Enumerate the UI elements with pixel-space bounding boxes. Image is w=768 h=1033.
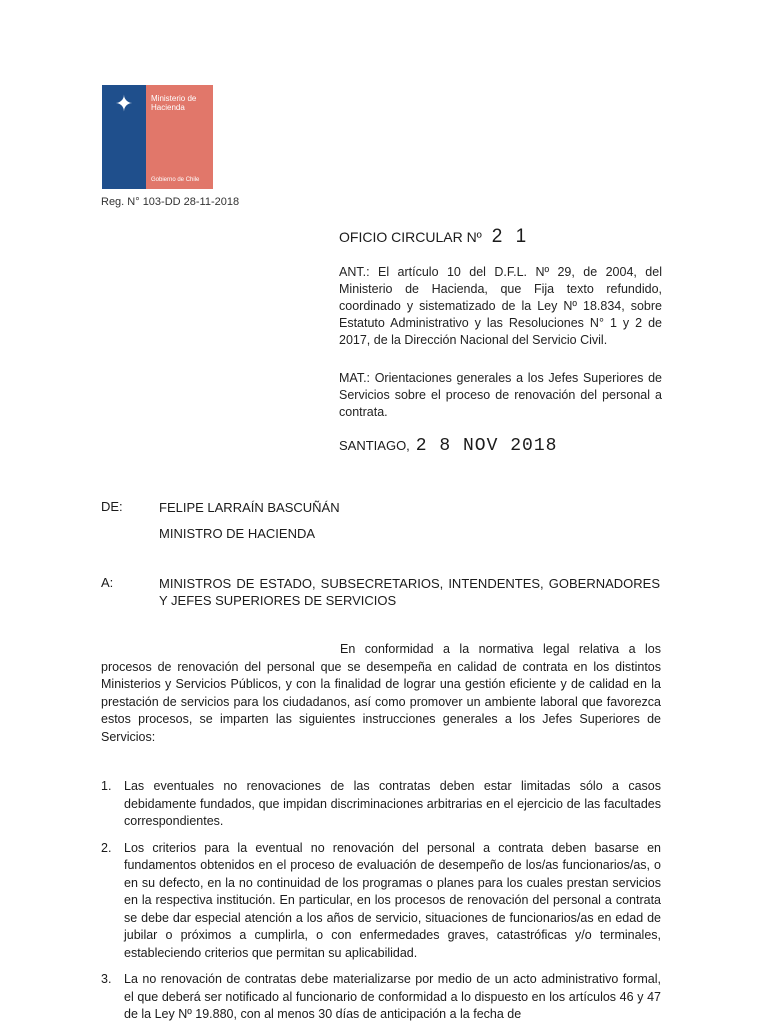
item-number: 3. xyxy=(101,972,112,986)
registration-number: Reg. N° 103-DD 28-11-2018 xyxy=(101,196,240,208)
antecedent-paragraph: ANT.: El artículo 10 del D.F.L. Nº 29, de 2004, del Ministerio de Hacienda, que Fija texto refundido, coordinado y sistematizado de la Ley Nº 18.834, sobre Estatuto Administrativo y las Resoluciones N° 1 y 2 de 2017, de la Dirección Nacional del Servicio Civil. xyxy=(339,265,662,347)
sender-name: FELIPE LARRAÍN BASCUÑÁN xyxy=(159,500,340,515)
instruction-list xyxy=(101,778,661,1033)
logo-ministry-text: Ministerio de Hacienda xyxy=(151,94,197,112)
oficio-label: OFICIO CIRCULAR Nº xyxy=(339,229,482,245)
item-number: 2. xyxy=(101,840,112,855)
oficio-heading xyxy=(339,226,530,248)
list-item xyxy=(101,971,661,1024)
date-stamp: 2 8 NOV 2018 xyxy=(415,436,558,456)
item-text: La no renovación de contratas debe materializarse por medio de un acto administrativo formal, el que deberá ser notificado al funcionario de conformidad a lo dispuesto en los artículos 46 y 47 de la Ley Nº 19.880, con al menos 30 días de anticipación a la fecha de xyxy=(124,972,661,1021)
place-date xyxy=(339,436,557,456)
from-label: DE: xyxy=(101,499,123,514)
list-item xyxy=(101,840,661,963)
intro-paragraph: En conformidad a la normativa legal relativa a los procesos de renovación del personal que se desempeña en calidad de contrata en los distintos Ministerios y Servicios Públicos, y con la finalidad de lograr una gestión eficiente y de calidad en la prestación de servicios para los ciudadanos, así como promover un ambiente laboral que favorezca estos procesos, se imparten las siguientes instrucciones generales a los Jefes Superiores de Servicios: xyxy=(101,642,661,744)
to-label: A: xyxy=(101,575,114,590)
logo-government-text: Gobierno de Chile xyxy=(151,177,200,183)
place-text: SANTIAGO, xyxy=(339,438,410,453)
list-item xyxy=(101,778,661,831)
oficio-number: 2 1 xyxy=(491,226,531,247)
ministry-logo xyxy=(102,85,213,189)
item-number: 1. xyxy=(101,779,112,793)
item-text: Los criterios para la eventual no renovación del personal a contrata deben basarse en fundamentos obtenidos en el proceso de evaluación de desempeño de los/as funcionarios/as, o en su defecto, en la no continuidad de los programas o planes para los cuales prestan servicios en la respectiva institución. En particular, en los procesos de renovación del personal a contrata se debe dar especial atención a los años de servicio, situaciones de funcionarios/as en edad de jubilar o próximos a cumplirla, o con enfermedades graves, catastróficas y/o terminales, estableciendo criterios que permitan su aplicabilidad. xyxy=(124,840,661,960)
sender-title: MINISTRO DE HACIENDA xyxy=(159,526,316,541)
coat-of-arms-icon: ✦ xyxy=(114,91,134,116)
item-text: Las eventuales no renovaciones de las contratas deben estar limitadas sólo a casos debidamente fundados, que impidan discriminaciones arbitrarias en el ejercicio de las facultades correspondientes. xyxy=(124,779,661,828)
recipients-text: MINISTROS DE ESTADO, SUBSECRETARIOS, INTENDENTES, GOBERNADORES Y JEFES SUPERIORES DE SERVICIOS xyxy=(159,576,660,608)
logo-blue-panel xyxy=(102,85,146,189)
logo-red-panel xyxy=(146,85,213,189)
matter-paragraph: MAT.: Orientaciones generales a los Jefes Superiores de Servicios sobre el proceso de renovación del personal a contrata. xyxy=(339,371,662,419)
